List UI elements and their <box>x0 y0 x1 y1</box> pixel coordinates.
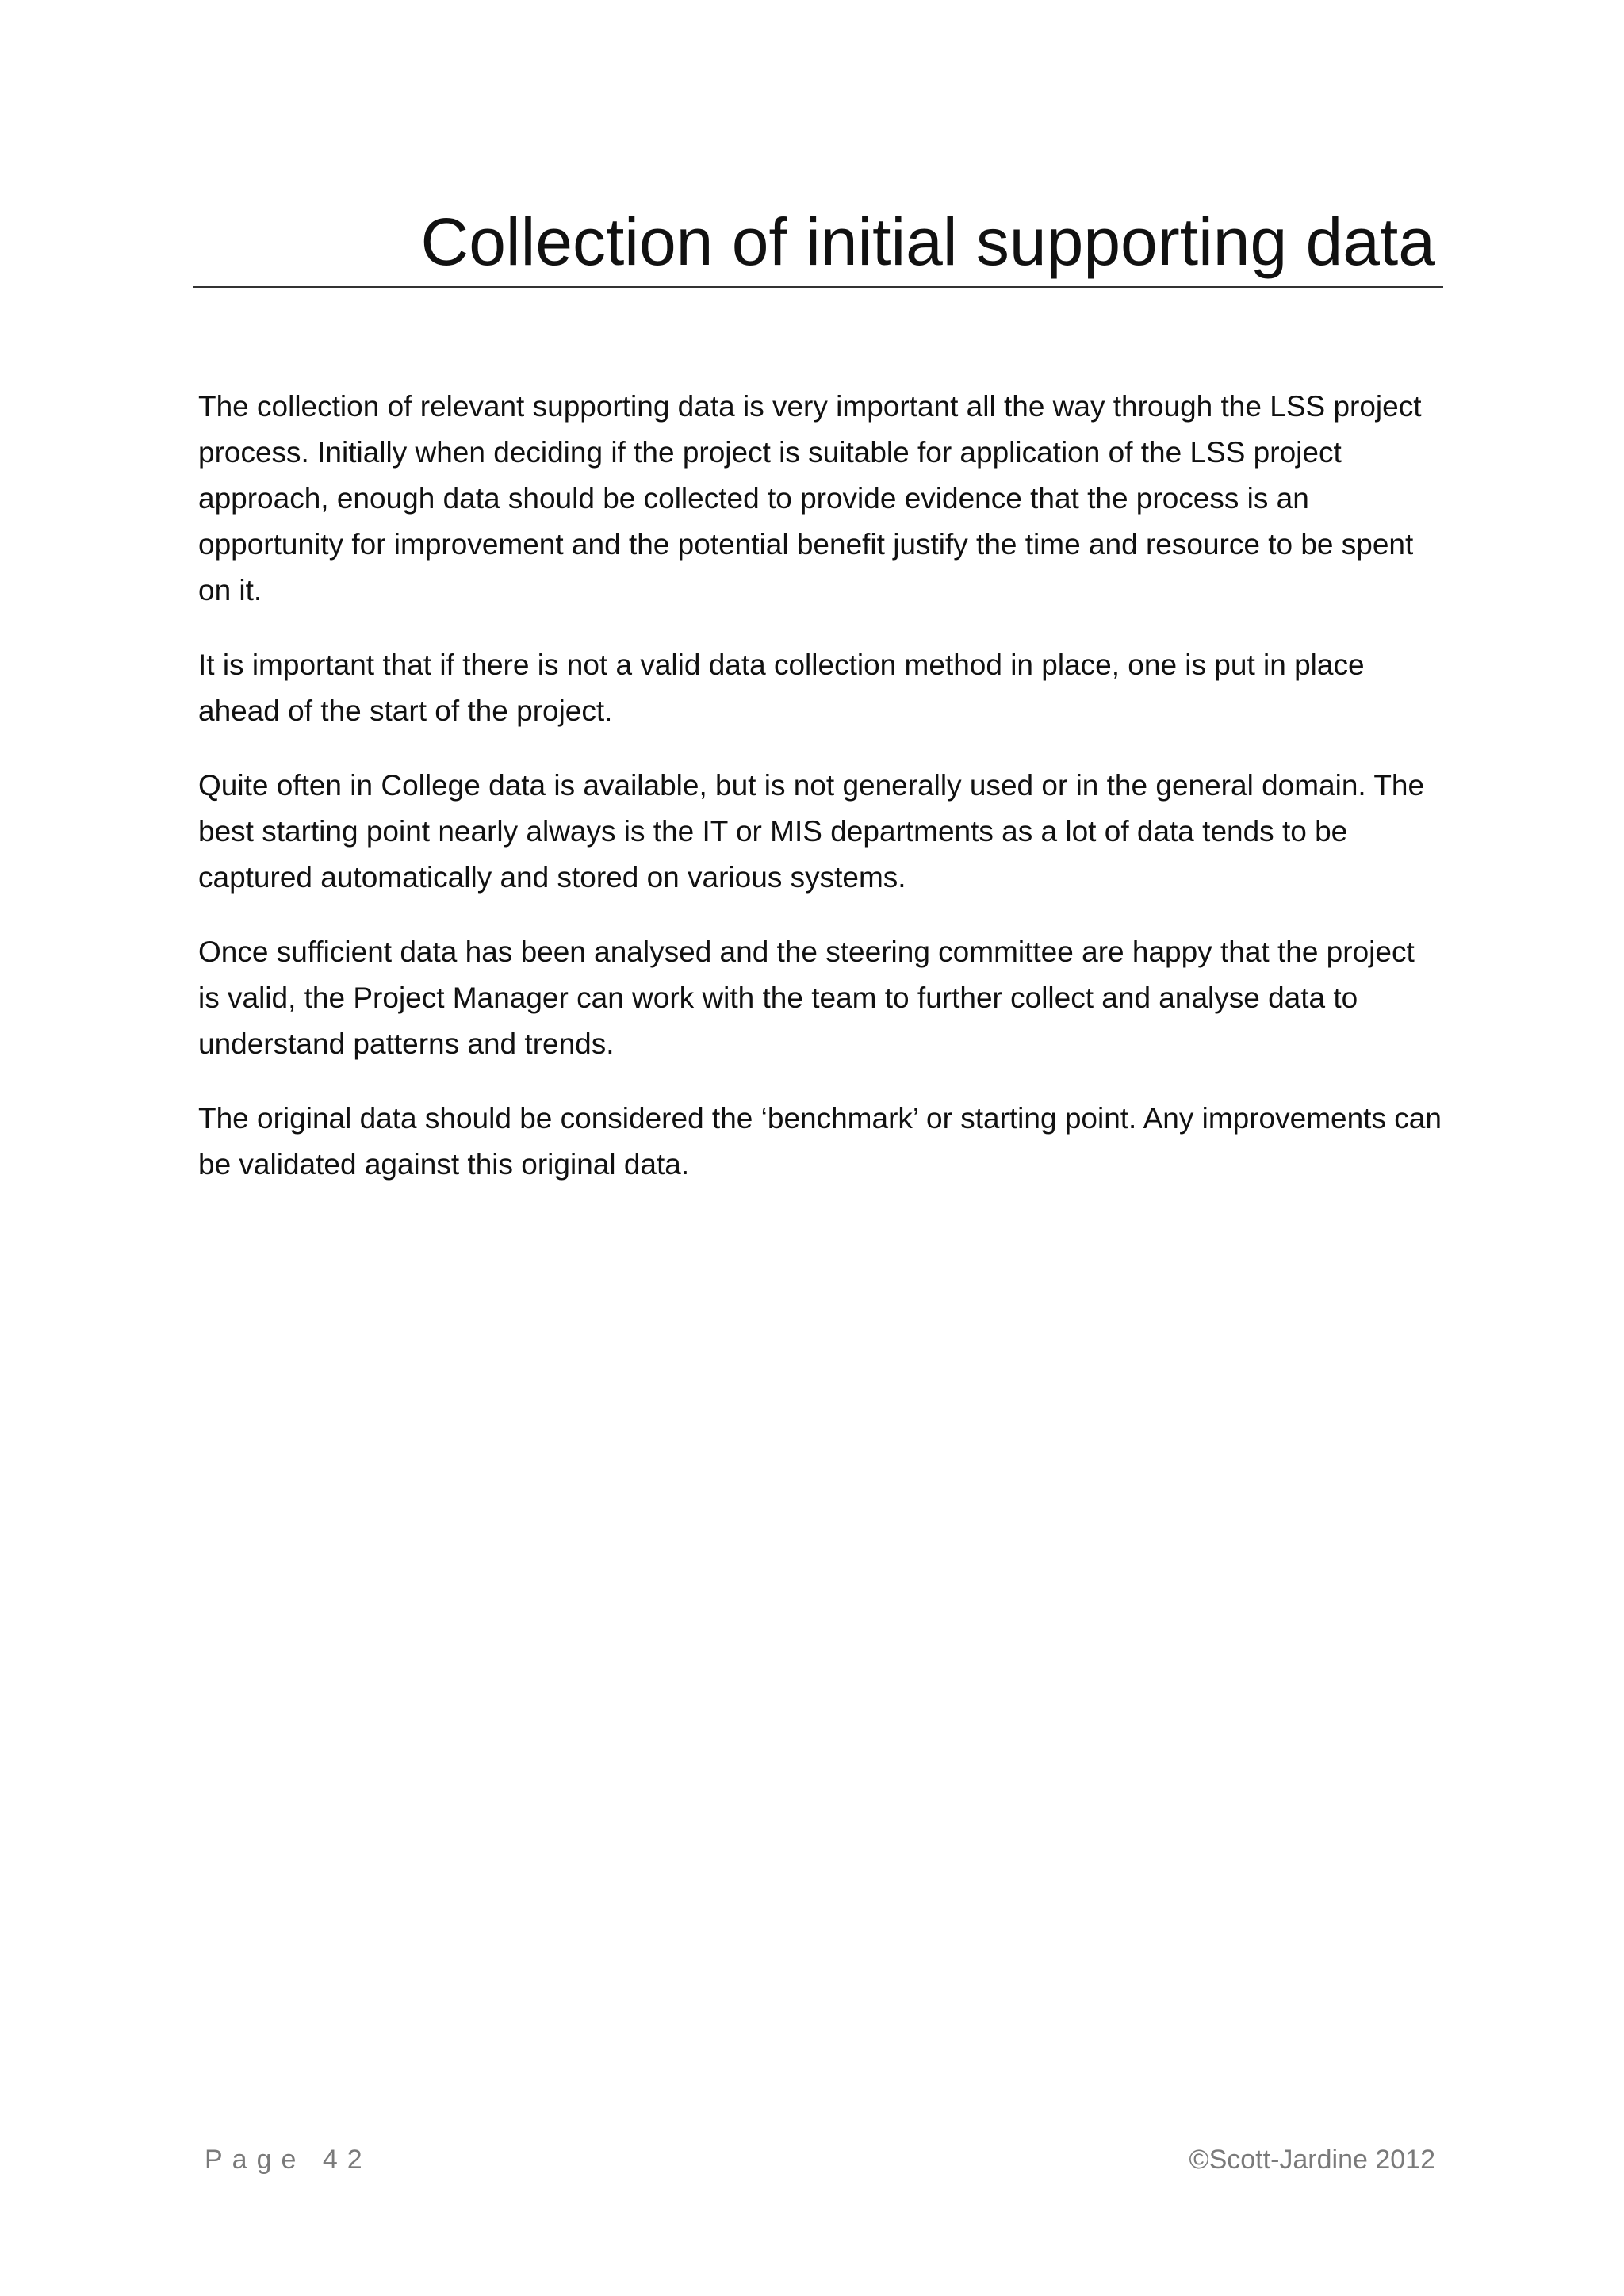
page-number: Page 42 <box>205 2145 372 2175</box>
paragraph: Quite often in College data is available, but is not generally used or in the general domain. The best starting point nearly always is the IT or MIS departments as a lot of data tends to be captured automatically and stored on various systems. <box>198 769 1425 894</box>
page-title: Collection of initial supporting data <box>420 205 1435 279</box>
paragraph: The collection of relevant supporting data is very important all the way through the LSS project process. Initially when deciding if the project is suitable for application of the LSS project approach, enough data should be collected to provide evidence that the process is an opportunity for improvement and the potential benefit justify the time and resource to be spent on it. <box>198 390 1422 607</box>
paragraph: The original data should be considered the ‘benchmark’ or starting point. Any improvements can be validated against this original data. <box>198 1102 1442 1181</box>
paragraph: It is important that if there is not a valid data collection method in place, one is put in place ahead of the start of the project. <box>198 649 1365 727</box>
copyright-notice: ©Scott-Jardine 2012 <box>1189 2145 1435 2175</box>
paragraph: Once sufficient data has been analysed and the steering committee are happy that the project is valid, the Project Manager can work with the team to further collect and analyse data to understand patterns and trends. <box>198 936 1415 1060</box>
body-text <box>198 384 1443 1216</box>
title-divider <box>193 286 1443 288</box>
